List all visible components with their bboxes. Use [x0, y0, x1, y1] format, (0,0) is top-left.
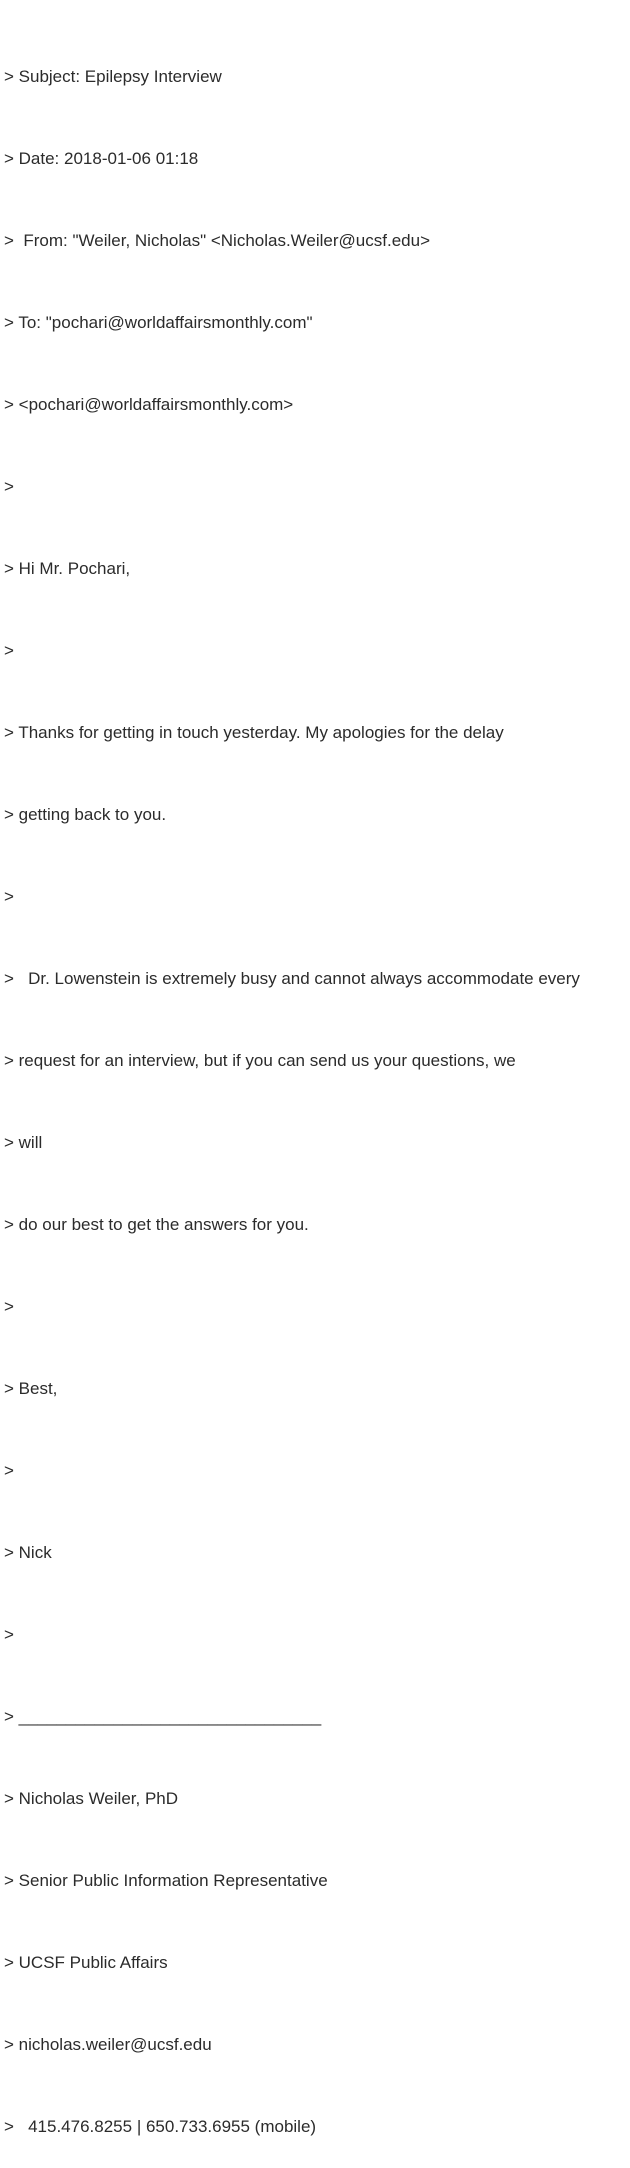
blank-quote-line: >	[4, 640, 14, 660]
blank-quote-line: >	[4, 1625, 14, 1645]
signature-organization: > UCSF Public Affairs	[4, 1953, 168, 1973]
blank-quote-line: >	[4, 476, 14, 496]
body-line: > will	[4, 1133, 43, 1153]
from-line: > From: "Weiler, Nicholas" <Nicholas.Weiler@ucsf.edu>	[4, 230, 430, 250]
subject-line: > Subject: Epilepsy Interview	[4, 66, 222, 86]
body-line: > request for an interview, but if you can send us your questions, we	[4, 1051, 516, 1071]
blank-quote-line: >	[4, 1461, 14, 1481]
blank-quote-line: >	[4, 887, 14, 906]
body-line: > Dr. Lowenstein is extremely busy and cannot always accommodate every	[4, 969, 580, 989]
body-line: > Thanks for getting in touch yesterday. My apologies for the delay	[4, 722, 504, 742]
greeting-line: > Hi Mr. Pochari,	[4, 558, 131, 578]
signature-full-name: > Nicholas Weiler, PhD	[4, 1789, 179, 1809]
signature-title: > Senior Public Information Representative	[4, 1871, 328, 1891]
to-address-line: > <pochari@worldaffairsmonthly.com>	[4, 394, 294, 414]
signature-divider: > ________________________________	[4, 1707, 322, 1727]
quoted-email	[4, 8, 628, 2168]
signature-phone: > 415.476.8255 | 650.733.6955 (mobile)	[4, 2117, 317, 2137]
signature-email: > nicholas.weiler@ucsf.edu	[4, 2035, 212, 2055]
blank-quote-line: >	[4, 1297, 14, 1317]
sign-off-line: > Best,	[4, 1379, 58, 1399]
body-line: > getting back to you.	[4, 804, 167, 824]
to-line: > To: "pochari@worldaffairsmonthly.com"	[4, 312, 313, 332]
body-line: > do our best to get the answers for you.	[4, 1215, 309, 1235]
signature-name-line: > Nick	[4, 1543, 52, 1563]
date-line: > Date: 2018-01-06 01:18	[4, 148, 199, 168]
